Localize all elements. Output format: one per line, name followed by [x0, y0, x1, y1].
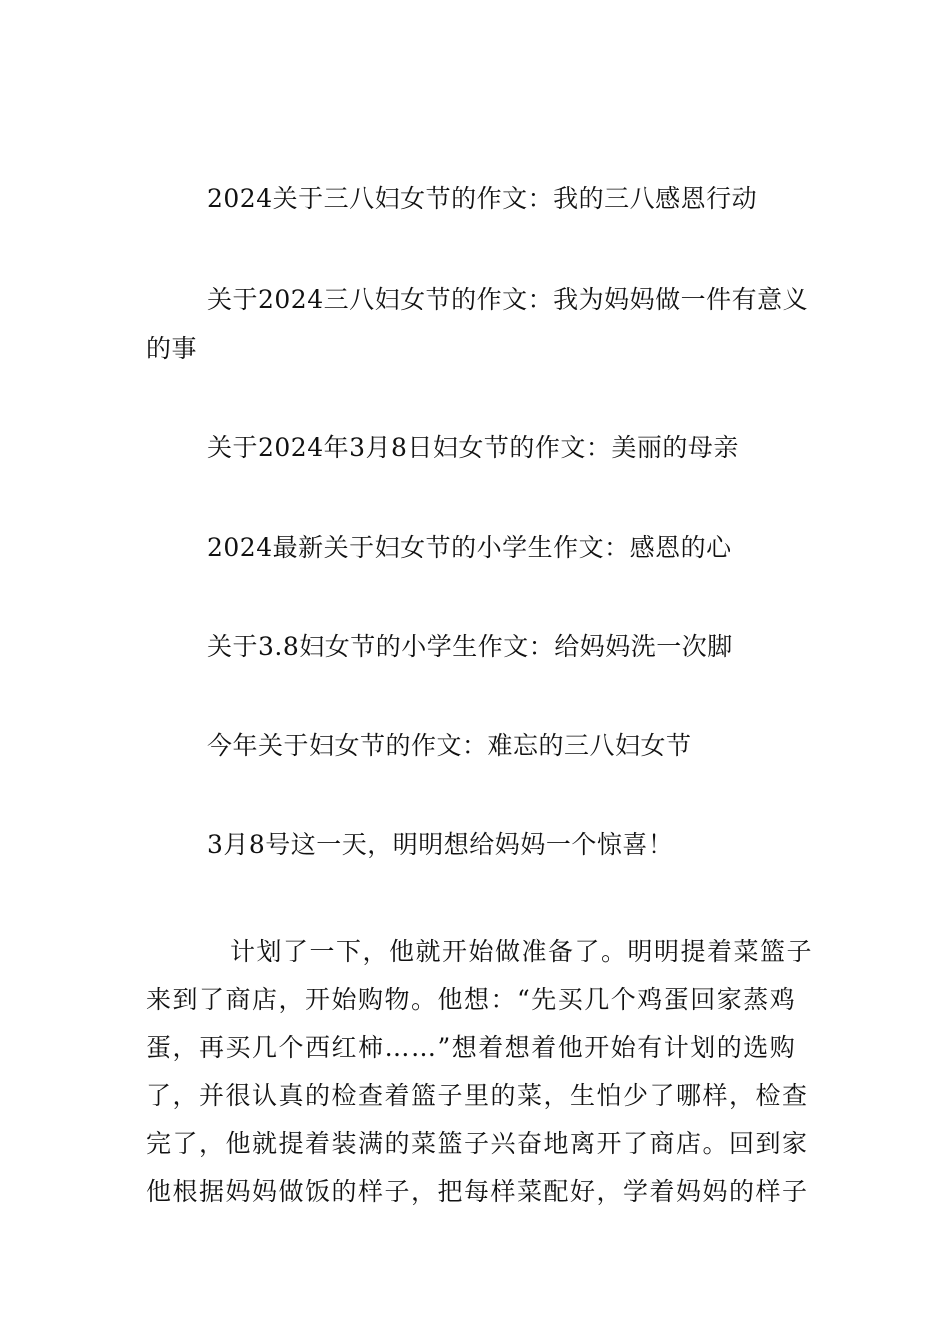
article-link-4: 2024最新关于妇女节的小学生作文：感恩的心	[207, 533, 732, 562]
paragraph-line: 了，并很认真的检查着篮子里的菜，生怕少了哪样，检查	[146, 1081, 809, 1110]
paragraph-line: 他根据妈妈做饭的样子，把每样菜配好，学着妈妈的样子	[146, 1177, 809, 1206]
article-link-2: 关于2024三八妇女节的作文：我为妈妈做一件有意义	[207, 285, 809, 314]
paragraph-line: 蛋，再买几个西红柿……”想着想着他开始有计划的选购	[146, 1033, 797, 1062]
article-link-1: 2024关于三八妇女节的作文：我的三八感恩行动	[207, 184, 758, 213]
article-link-2-continued: 的事	[146, 334, 198, 363]
paragraph-line: 完了，他就提着装满的菜篮子兴奋地离开了商店。回到家	[146, 1129, 809, 1158]
paragraph-line: 来到了商店，开始购物。他想：“先买几个鸡蛋回家蒸鸡	[146, 985, 797, 1014]
story-paragraph	[146, 928, 814, 1216]
paragraph-line: 计划了一下，他就开始做准备了。明明提着菜篮子	[230, 937, 814, 966]
article-link-5: 关于3.8妇女节的小学生作文：给妈妈洗一次脚	[207, 632, 733, 661]
story-opening-line: 3月8号这一天，明明想给妈妈一个惊喜！	[207, 830, 674, 859]
article-link-6: 今年关于妇女节的作文：难忘的三八妇女节	[207, 731, 692, 760]
article-link-3: 关于2024年3月8日妇女节的作文：美丽的母亲	[207, 433, 739, 462]
